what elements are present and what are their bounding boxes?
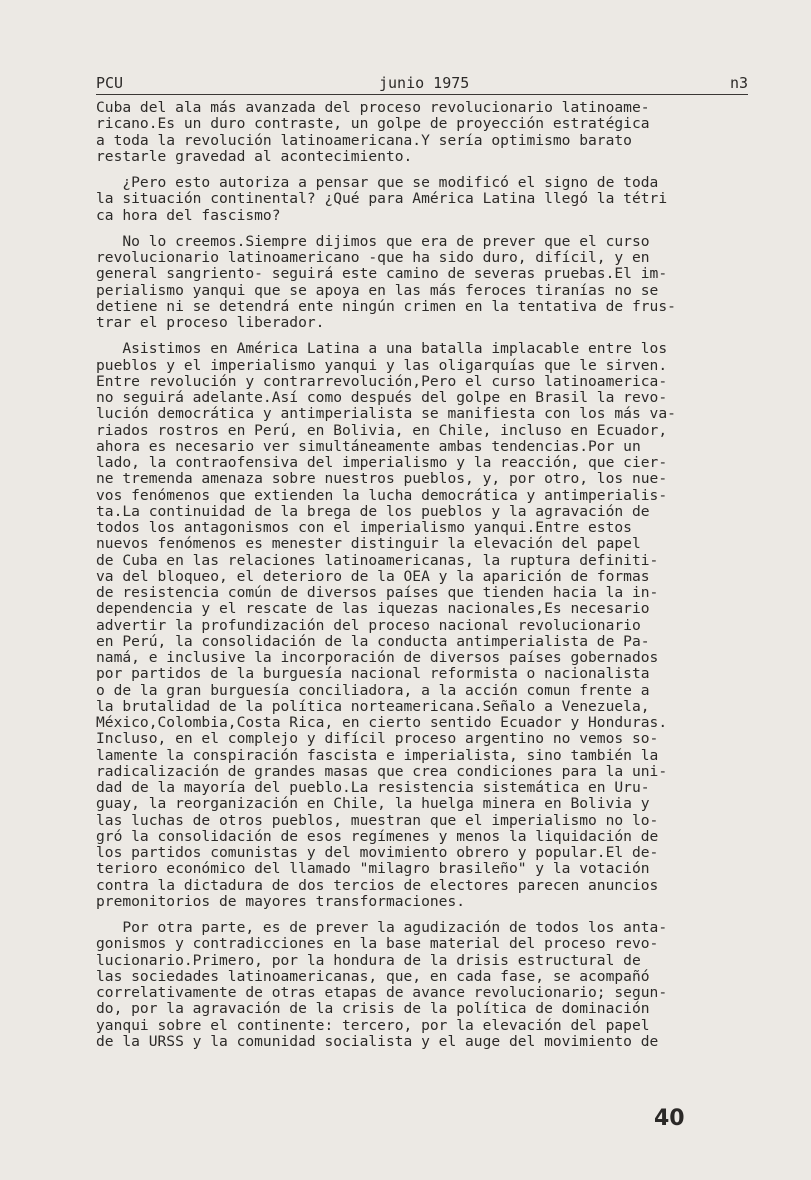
text-line: la brutalidad de la política norteamericana.Señalo a Venezuela, (96, 697, 650, 715)
text-line: lución democrática y antimperialista se manifiesta con los más va- (96, 405, 676, 423)
text-line: guay, la reorganización en Chile, la huelga minera en Bolivia y (96, 795, 650, 813)
text-line: advertir la profundización del proceso nacional revolucionario (96, 616, 641, 634)
paragraph (96, 234, 756, 332)
text-line: do, por la agravación de la crisis de la política de dominación (96, 1000, 650, 1018)
text-line: Incluso, en el complejo y difícil proceso argentino no vemos so- (96, 730, 659, 748)
text-line: ne tremenda amenaza sobre nuestros pueblos, y, por otro, los nue- (96, 470, 668, 488)
text-line: dependencia y el rescate de las iquezas nacionales,Es necesario (96, 600, 650, 618)
text-line: Asistimos en América Latina a una batalla implacable entre los (96, 340, 668, 358)
text-line: va del bloqueo, el deterioro de la OEA y la aparición de formas (96, 567, 650, 585)
text-line: ta.La continuidad de la brega de los pueblos y la agravación de (96, 502, 650, 520)
text-line: riados rostros en Perú, en Bolivia, en Chile, incluso en Ecuador, (96, 421, 668, 439)
text-line: o de la gran burguesía conciliadora, a la acción comun frente a (96, 681, 650, 699)
page-header (96, 72, 748, 95)
text-line: detiene ni se detendrá ente ningún crimen en la tentativa de frus- (96, 297, 676, 315)
text-line: general sangriento- seguirá este camino de severas pruebas.El im- (96, 265, 668, 283)
text-line: dad de la mayoría del pueblo.La resistencia sistemática en Uru- (96, 779, 650, 796)
text-line: trar el proceso liberador. (96, 314, 325, 331)
text-line: lado, la contraofensiva del imperialismo y la reacción, que cier- (96, 454, 668, 471)
text-line: premonitorios de mayores transformaciones. (96, 892, 466, 910)
text-line: correlativamente de otras etapas de avance revolucionario; segun- (96, 984, 668, 1001)
text-line: pueblos y el imperialismo yanqui y las oligarquías que le sirven. (96, 356, 668, 374)
paragraph (96, 175, 756, 224)
paragraph (96, 341, 756, 910)
text-line: contra la dictadura de dos tercios de electores parecen anuncios (96, 876, 659, 894)
text-line: namá, e inclusive la incorporación de diversos países gobernados (96, 649, 659, 666)
text-line: terioro económico del llamado "milagro brasileño" y la votación (96, 860, 650, 878)
text-line: las luchas de otros pueblos, muestran que el imperialismo no lo- (96, 811, 659, 829)
text-line: No lo creemos.Siempre dijimos que era de prever que el curso (96, 232, 650, 250)
text-line: de la URSS y la comunidad socialista y el auge del movimiento de (96, 1032, 659, 1050)
text-line: todos los antagonismos con el imperialismo yanqui.Entre estos (96, 519, 632, 536)
text-line: por partidos de la burguesía nacional reformista o nacionalista (96, 665, 650, 683)
header-date: junio 1975 (379, 74, 470, 92)
text-line: no seguirá adelante.Así como después del golpe en Brasil la revo- (96, 389, 668, 406)
text-line: a toda la revolución latinoamericana.Y sería optimismo barato (96, 131, 632, 149)
text-line: Cuba del ala más avanzada del proceso revolucionario latinoame- (96, 99, 650, 116)
text-line: ¿Pero esto autoriza a pensar que se modificó el signo de toda (96, 174, 659, 191)
text-line: gró la consolidación de esos regímenes y menos la liquidación de (96, 827, 659, 845)
text-line: lucionario.Primero, por la hondura de la drisis estructural de (96, 951, 641, 969)
header-issue-number: n3 (729, 74, 748, 92)
text-line: ca hora del fascismo? (96, 206, 281, 224)
text-line: yanqui sobre el continente: tercero, por la elevación del papel (96, 1016, 650, 1034)
text-line: perialismo yanqui que se apoya en las más feroces tiranías no se (96, 281, 659, 299)
text-line: Entre revolución y contrarrevolución,Pero el curso latinoamerica- (96, 372, 668, 390)
text-line: gonismos y contradicciones en la base material del proceso revo- (96, 935, 659, 953)
text-line: revolucionario latinoamericano -que ha sido duro, difícil, y en (96, 249, 650, 266)
text-line: lamente la conspiración fascista e imperialista, sino también la (96, 746, 659, 764)
text-line: en Perú, la consolidación de la conducta antimperialista de Pa- (96, 632, 650, 650)
text-line: radicalización de grandes masas que crea condiciones para la uni- (96, 762, 668, 780)
page-number: 40 (654, 1106, 685, 1131)
paragraph (96, 920, 756, 1050)
text-line: ahora es necesario ver simultáneamente ambas tendencias.Por un (96, 437, 641, 455)
text-line: la situación continental? ¿Qué para América Latina llegó la tétri (96, 190, 668, 208)
header-publication: PCU (96, 74, 124, 92)
text-line: ricano.Es un duro contraste, un golpe de proyección estratégica (96, 115, 650, 133)
text-line: los partidos comunistas y del movimiento obrero y popular.El de- (96, 844, 659, 861)
body-text (96, 100, 756, 1050)
text-line: de resistencia común de diversos países que tienden hacia la in- (96, 584, 659, 601)
text-line: las sociedades latinoamericanas, que, en cada fase, se acompañó (96, 967, 650, 985)
text-line: de Cuba en las relaciones latinoamericanas, la ruptura definiti- (96, 551, 659, 569)
text-line: nuevos fenómenos es menester distinguir la elevación del papel (96, 535, 641, 553)
text-line: México,Colombia,Costa Rica, en cierto sentido Ecuador y Honduras. (96, 714, 668, 731)
text-line: restarle gravedad al acontecimiento. (96, 147, 413, 165)
paragraph (96, 100, 756, 165)
text-line: vos fenómenos que extienden la lucha democrática y antimperialis- (96, 486, 668, 504)
text-line: Por otra parte, es de prever la agudización de todos los anta- (96, 919, 668, 936)
